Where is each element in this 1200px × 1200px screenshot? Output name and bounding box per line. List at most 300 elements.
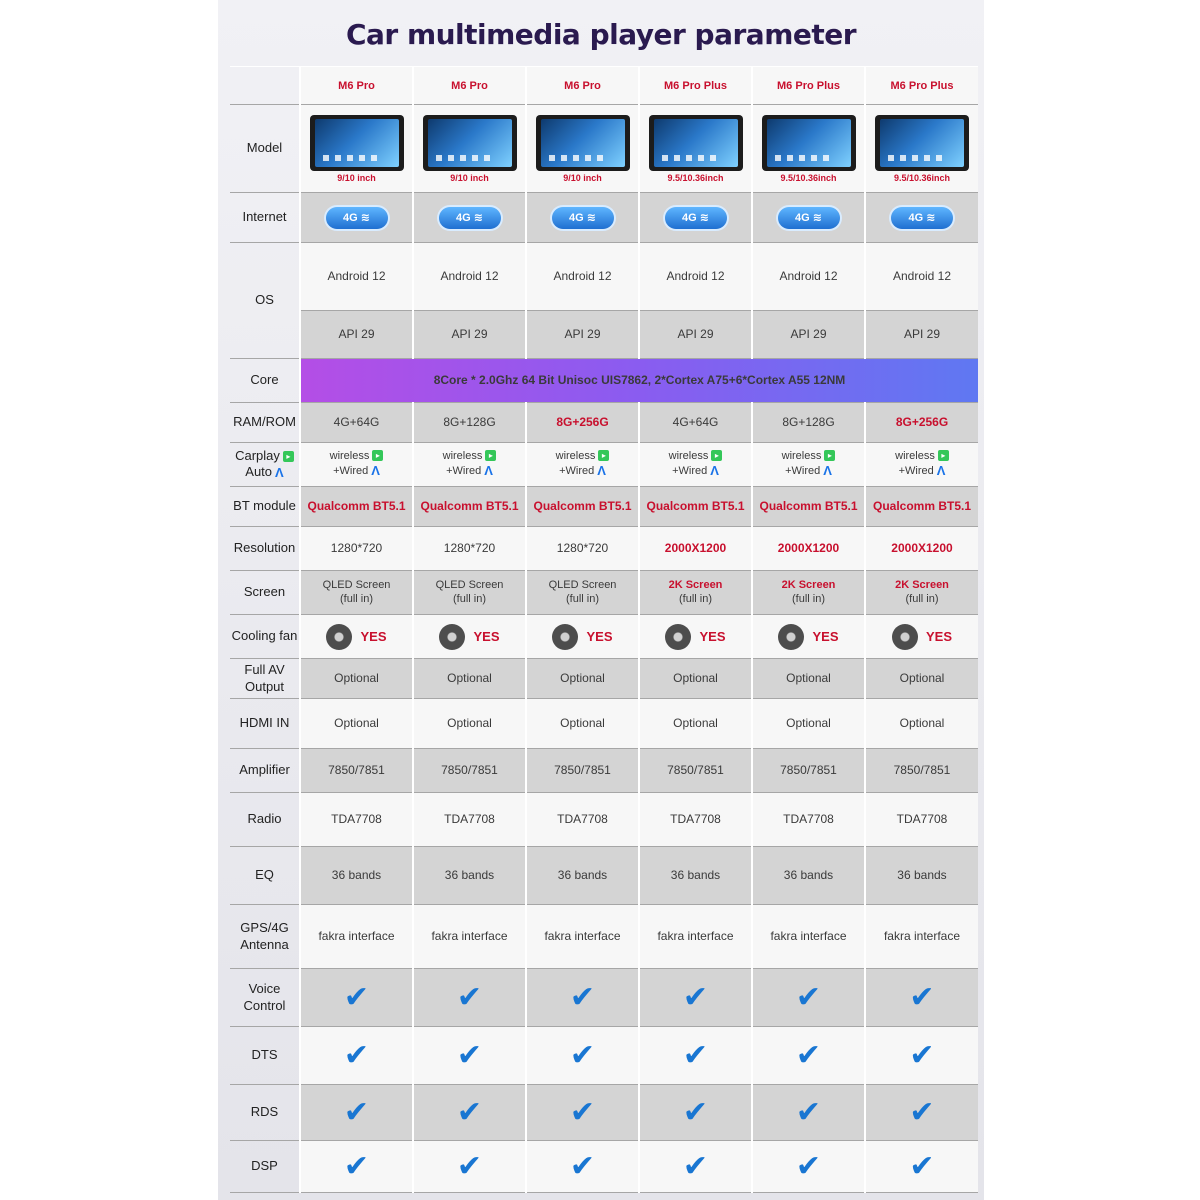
check-cell: [300, 969, 413, 1027]
check-cell: [526, 1141, 639, 1193]
value-cell: [752, 905, 865, 969]
screen-cell: [752, 571, 865, 615]
checkmark-icon: ✔: [569, 1038, 596, 1072]
yes-text: YES: [473, 628, 500, 644]
checkmark-icon: ✔: [456, 980, 483, 1014]
model-header: [413, 67, 526, 105]
value-text: 2000X1200: [777, 541, 840, 555]
row-label: [230, 1085, 300, 1141]
value-text: 8G+128G: [443, 415, 496, 429]
badge-text: 4G: [456, 211, 471, 224]
row-label-text: DSP: [251, 1158, 278, 1174]
check-cell: [865, 1085, 978, 1141]
value-text: 7850/7851: [780, 763, 837, 777]
value-cell: [300, 749, 413, 793]
model-name: M6 Pro Plus: [777, 79, 840, 92]
row-label-text: Full AV: [244, 662, 285, 678]
value-text: 36 bands: [444, 868, 495, 882]
value-cell: [639, 749, 752, 793]
yes-text: YES: [812, 628, 839, 644]
value-text: TDA7708: [896, 812, 948, 826]
value-cell: [413, 487, 526, 527]
row-label-text: Core: [250, 372, 279, 388]
screen-size: 9.5/10.36inch: [667, 172, 724, 183]
value-text: Android 12: [553, 269, 612, 283]
dts-row: [230, 1027, 978, 1085]
value-text: Android 12: [779, 269, 838, 283]
row-label-text: OS: [255, 292, 274, 308]
value-text: Android 12: [440, 269, 499, 283]
checkmark-icon: ✔: [795, 1095, 822, 1129]
hdmi-row: [230, 699, 978, 749]
check-cell: [639, 1141, 752, 1193]
screen-type: QLED Screen: [322, 578, 391, 591]
value-text: API 29: [564, 327, 601, 341]
row-label: [230, 359, 300, 403]
checkmark-icon: ✔: [456, 1038, 483, 1072]
value-text: 4G+64G: [333, 415, 380, 429]
value-cell: [300, 243, 413, 311]
value-cell: [639, 847, 752, 905]
value-cell: [752, 311, 865, 359]
row-label: [230, 659, 300, 699]
value-cell: [300, 311, 413, 359]
value-text: Optional: [447, 671, 492, 685]
check-cell: [413, 1027, 526, 1085]
row-label-text: Radio: [247, 811, 282, 827]
value-text: API 29: [790, 327, 827, 341]
check-cell: [639, 969, 752, 1027]
value-cell: [413, 905, 526, 969]
value-text: 36 bands: [783, 868, 834, 882]
row-label-text: Screen: [243, 584, 286, 600]
value-cell: [526, 487, 639, 527]
value-text: Optional: [673, 716, 718, 730]
value-cell: [865, 793, 978, 847]
wireless-text: wireless: [895, 449, 935, 462]
value-text: Optional: [334, 716, 379, 730]
wireless-text: wireless: [442, 449, 483, 462]
badge-text: 4G: [343, 211, 358, 224]
internet-cell: [752, 193, 865, 243]
wifi-4g-icon: 4G ≋: [552, 207, 614, 229]
value-cell: [865, 659, 978, 699]
value-cell: [526, 905, 639, 969]
value-cell: [639, 905, 752, 969]
row-label-text: BT module: [233, 498, 296, 514]
checkmark-icon: ✔: [343, 1095, 370, 1129]
fan-icon: [439, 624, 465, 650]
radio-row: [230, 793, 978, 847]
fan-icon: [552, 624, 578, 650]
wifi-4g-icon: 4G ≋: [778, 207, 840, 229]
value-cell: [526, 699, 639, 749]
value-text: 7850/7851: [893, 763, 951, 777]
checkmark-icon: ✔: [456, 1149, 483, 1183]
core-row: [230, 359, 978, 403]
row-label: [230, 793, 300, 847]
badge-text: 4G: [569, 211, 584, 224]
gps-row: [230, 905, 978, 969]
row-label: [230, 403, 300, 443]
value-cell: [865, 699, 978, 749]
yes-text: YES: [699, 628, 726, 644]
cooling-cell: [639, 615, 752, 659]
value-text: fakra interface: [544, 929, 621, 943]
value-text: Optional: [786, 716, 831, 730]
checkmark-icon: ✔: [569, 1149, 596, 1183]
value-cell: [865, 905, 978, 969]
row-label-text: Carplay: [235, 448, 280, 464]
checkmark-icon: ✔: [909, 1095, 935, 1129]
value-text: TDA7708: [557, 812, 608, 826]
row-label: [230, 105, 300, 193]
wireless-text: wireless: [555, 449, 596, 462]
value-text: 36 bands: [897, 868, 947, 882]
check-cell: [752, 1085, 865, 1141]
checkmark-icon: ✔: [795, 980, 822, 1014]
value-cell: [752, 403, 865, 443]
checkmark-icon: ✔: [909, 1149, 935, 1183]
model-cell: [639, 105, 752, 193]
value-text: API 29: [451, 327, 488, 341]
screen-size: 9.5/10.36inch: [780, 172, 837, 183]
row-label: [230, 749, 300, 793]
row-label: [230, 1141, 300, 1193]
checkmark-icon: ✔: [343, 980, 370, 1014]
head-unit-image: [423, 115, 517, 171]
value-cell: [413, 659, 526, 699]
value-cell: [752, 749, 865, 793]
screen-type: 2K Screen: [668, 578, 723, 591]
wired-text: +Wired: [898, 465, 934, 478]
row-label-text: Model: [246, 140, 283, 156]
carplay-icon: ▸: [824, 450, 835, 461]
value-cell: [413, 847, 526, 905]
check-cell: [865, 969, 978, 1027]
fan-icon: [778, 624, 804, 650]
value-text: 4G+64G: [672, 415, 719, 429]
rds-row: [230, 1085, 978, 1141]
row-label: [230, 571, 300, 615]
checkmark-icon: ✔: [569, 980, 596, 1014]
value-cell: [865, 487, 978, 527]
check-cell: [865, 1141, 978, 1193]
value-text: Qualcomm BT5.1: [759, 499, 858, 513]
check-cell: [639, 1027, 752, 1085]
value-text: Optional: [560, 671, 605, 685]
value-cell: [639, 311, 752, 359]
value-text: 7850/7851: [554, 763, 611, 777]
value-cell: [752, 487, 865, 527]
value-text: Optional: [899, 671, 945, 685]
value-cell: [413, 243, 526, 311]
screen-cell: [526, 571, 639, 615]
value-cell: [526, 659, 639, 699]
internet-cell: [413, 193, 526, 243]
model-name: M6 Pro: [451, 79, 488, 92]
fan-icon: [665, 624, 691, 650]
badge-text: 4G: [908, 211, 924, 224]
value-text: 1280*720: [556, 541, 609, 555]
value-text: fakra interface: [318, 929, 395, 943]
carplay-cell: [413, 443, 526, 487]
value-cell: [865, 403, 978, 443]
value-text: TDA7708: [670, 812, 721, 826]
cooling-row: [230, 615, 978, 659]
value-text: Qualcomm BT5.1: [307, 499, 406, 513]
carplay-cell: [639, 443, 752, 487]
screen-sub: (full in): [565, 592, 599, 605]
carplay-icon: ▸: [283, 451, 294, 462]
value-cell: [865, 847, 978, 905]
android-auto-icon: Λ: [597, 463, 606, 479]
value-text: API 29: [677, 327, 714, 341]
core-text: 8Core * 2.0Ghz 64 Bit Unisoc UIS7862, 2*Cortex A75+6*Cortex A55 12NM: [433, 373, 846, 387]
row-label-text: EQ: [255, 867, 274, 883]
model-cell: [300, 105, 413, 193]
value-cell: [300, 793, 413, 847]
screen-sub: (full in): [905, 592, 939, 605]
check-cell: [413, 969, 526, 1027]
row-label: [230, 699, 300, 749]
checkmark-icon: ✔: [909, 1038, 935, 1072]
value-text: Optional: [334, 671, 379, 685]
dsp-row: [230, 1141, 978, 1193]
head-unit-image: [536, 115, 630, 171]
screen-type: 2K Screen: [895, 578, 949, 591]
yes-text: YES: [925, 628, 952, 644]
value-text: Qualcomm BT5.1: [533, 499, 632, 513]
value-text: 1280*720: [330, 541, 383, 555]
row-label-text: RDS: [250, 1104, 279, 1120]
model-name: M6 Pro: [564, 79, 601, 92]
value-cell: [865, 527, 978, 571]
screen-cell: [413, 571, 526, 615]
model-header: [526, 67, 639, 105]
wireless-text: wireless: [329, 449, 370, 462]
value-cell: [526, 311, 639, 359]
wifi-4g-icon: 4G ≋: [439, 207, 501, 229]
value-text: Optional: [447, 716, 492, 730]
check-cell: [639, 1085, 752, 1141]
android-auto-icon: Λ: [371, 463, 380, 479]
value-cell: [413, 527, 526, 571]
value-text: TDA7708: [783, 812, 834, 826]
value-cell: [526, 243, 639, 311]
row-label-text: Control: [243, 997, 286, 1013]
carplay-row: [230, 443, 978, 487]
android-auto-icon: Λ: [710, 463, 719, 479]
value-cell: [300, 487, 413, 527]
value-cell: [639, 243, 752, 311]
yes-text: YES: [586, 628, 613, 644]
row-label-text: Cooling fan: [231, 628, 298, 644]
screen-size: 9/10 inch: [563, 172, 602, 183]
check-cell: [865, 1027, 978, 1085]
wireless-text: wireless: [668, 449, 709, 462]
value-text: TDA7708: [444, 812, 495, 826]
carplay-icon: ▸: [598, 450, 609, 461]
row-label-text: Output: [244, 678, 285, 694]
page-title: Car multimedia player parameter: [345, 18, 857, 51]
value-text: Optional: [899, 716, 945, 730]
wired-text: +Wired: [446, 465, 482, 478]
row-label: [230, 487, 300, 527]
value-text: Android 12: [327, 269, 386, 283]
row-label: [230, 615, 300, 659]
screen-sub: (full in): [791, 592, 825, 605]
row-label-text: Auto: [245, 464, 273, 480]
check-cell: [300, 1141, 413, 1193]
value-text: 8G+256G: [556, 415, 609, 429]
screen-size: 9/10 inch: [337, 172, 376, 183]
value-cell: [639, 527, 752, 571]
wireless-text: wireless: [781, 449, 822, 462]
cooling-cell: [752, 615, 865, 659]
wired-text: +Wired: [559, 465, 595, 478]
value-text: Qualcomm BT5.1: [646, 499, 745, 513]
value-cell: [300, 527, 413, 571]
carplay-icon: ▸: [485, 450, 496, 461]
value-text: 2000X1200: [664, 541, 727, 555]
internet-cell: [639, 193, 752, 243]
check-cell: [300, 1085, 413, 1141]
badge-text: 4G: [795, 211, 810, 224]
screen-type: QLED Screen: [548, 578, 617, 591]
row-label-text: Amplifier: [239, 762, 290, 778]
value-cell: [639, 793, 752, 847]
wired-text: +Wired: [785, 465, 821, 478]
head-unit-image: [649, 115, 743, 171]
check-cell: [526, 1085, 639, 1141]
row-label: [230, 1027, 300, 1085]
model-cell: [865, 105, 978, 193]
fullav-row: [230, 659, 978, 699]
value-cell: [865, 243, 978, 311]
value-text: Qualcomm BT5.1: [420, 499, 519, 513]
header-empty: [230, 67, 300, 105]
value-text: fakra interface: [657, 929, 734, 943]
value-text: Optional: [786, 671, 831, 685]
model-header: [639, 67, 752, 105]
carplay-icon: ▸: [938, 450, 949, 461]
android-auto-icon: Λ: [275, 464, 284, 480]
value-cell: [300, 659, 413, 699]
check-cell: [752, 969, 865, 1027]
value-text: Android 12: [892, 269, 952, 283]
row-label: [230, 527, 300, 571]
checkmark-icon: ✔: [795, 1149, 822, 1183]
model-header: [865, 67, 978, 105]
value-cell: [639, 487, 752, 527]
screen-sub: (full in): [339, 592, 373, 605]
value-cell: [300, 905, 413, 969]
checkmark-icon: ✔: [682, 980, 709, 1014]
value-text: 8G+256G: [895, 415, 949, 429]
yes-text: YES: [360, 628, 387, 644]
android-auto-icon: Λ: [936, 463, 946, 479]
check-cell: [526, 1027, 639, 1085]
eq-row: [230, 847, 978, 905]
carplay-cell: [865, 443, 978, 487]
screen-size: 9/10 inch: [450, 172, 489, 183]
value-text: Optional: [560, 716, 605, 730]
model-name: M6 Pro Plus: [890, 79, 954, 92]
screen-row: [230, 571, 978, 615]
value-cell: [752, 527, 865, 571]
wifi-4g-icon: 4G ≋: [891, 207, 953, 229]
value-cell: [865, 749, 978, 793]
badge-text: 4G: [682, 211, 697, 224]
row-label: [230, 443, 300, 487]
fan-icon: [892, 624, 918, 650]
check-cell: [413, 1085, 526, 1141]
header-row: [230, 67, 978, 105]
os-android-row: [230, 243, 978, 311]
cooling-cell: [300, 615, 413, 659]
checkmark-icon: ✔: [682, 1095, 709, 1129]
head-unit-image: [310, 115, 404, 171]
android-auto-icon: Λ: [823, 463, 832, 479]
carplay-cell: [752, 443, 865, 487]
check-cell: [413, 1141, 526, 1193]
check-cell: [526, 969, 639, 1027]
row-label: [230, 847, 300, 905]
screen-cell: [639, 571, 752, 615]
bt-row: [230, 487, 978, 527]
row-label: [230, 243, 300, 359]
voice-control-row: [230, 969, 978, 1027]
internet-row: [230, 193, 978, 243]
screen-cell: [300, 571, 413, 615]
checkmark-icon: ✔: [682, 1038, 709, 1072]
head-unit-image: [762, 115, 856, 171]
checkmark-icon: ✔: [456, 1095, 483, 1129]
value-cell: [526, 527, 639, 571]
model-name: M6 Pro Plus: [664, 79, 727, 92]
core-banner: [300, 359, 978, 403]
android-auto-icon: Λ: [484, 463, 493, 479]
resolution-row: [230, 527, 978, 571]
row-label-text: HDMI IN: [239, 715, 290, 731]
fan-icon: [326, 624, 352, 650]
model-cell: [752, 105, 865, 193]
row-label-text: RAM/ROM: [233, 414, 296, 430]
amplifier-row: [230, 749, 978, 793]
screen-size: 9.5/10.36inch: [893, 172, 951, 183]
value-cell: [639, 699, 752, 749]
carplay-icon: ▸: [711, 450, 722, 461]
cooling-cell: [526, 615, 639, 659]
screen-sub: (full in): [678, 592, 712, 605]
value-text: 7850/7851: [667, 763, 724, 777]
wifi-4g-icon: 4G ≋: [326, 207, 388, 229]
value-text: 7850/7851: [328, 763, 385, 777]
value-text: Optional: [673, 671, 718, 685]
screen-cell: [865, 571, 978, 615]
row-label-text: GPS/4G: [240, 920, 289, 936]
value-cell: [526, 793, 639, 847]
checkmark-icon: ✔: [343, 1149, 370, 1183]
row-label: [230, 193, 300, 243]
value-text: 8G+128G: [782, 415, 835, 429]
value-text: 36 bands: [557, 868, 608, 882]
model-header: [300, 67, 413, 105]
value-cell: [752, 243, 865, 311]
value-cell: [300, 847, 413, 905]
value-cell: [413, 699, 526, 749]
